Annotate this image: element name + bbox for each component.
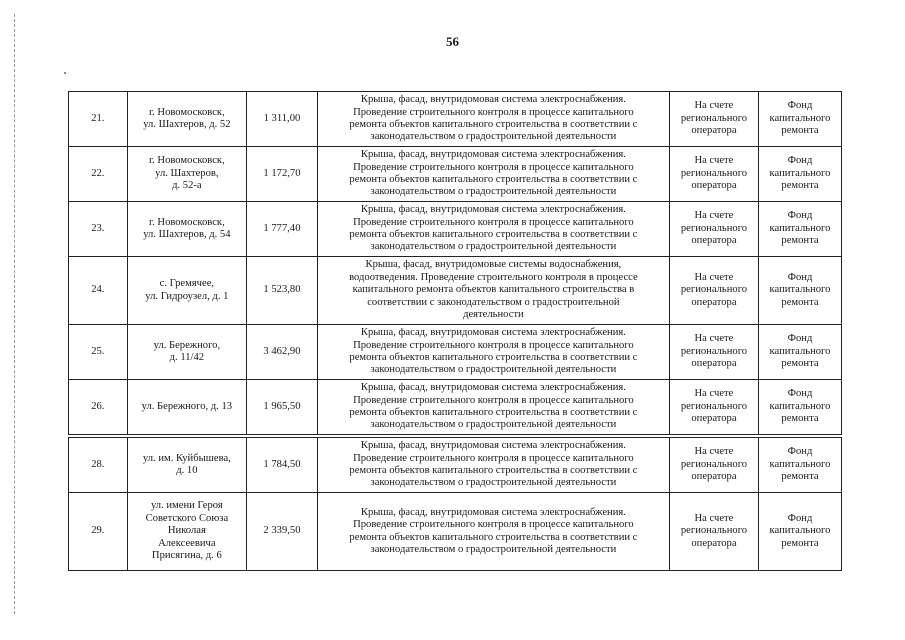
- works-description-cell-line: законодательством о градостроительной деятельности: [370, 186, 617, 198]
- account-type-cell-line: На счете: [694, 100, 734, 112]
- works-description-cell-line: законодательством о градостроительной деятельности: [370, 364, 617, 376]
- works-description-cell-line: Проведение строительного контроля в процессе капитального: [353, 161, 634, 173]
- works-description-cell-line: Проведение строительного контроля в процессе капитального: [353, 106, 634, 118]
- area-cell: 2 339,50: [247, 493, 318, 571]
- funding-source-cell: [758, 202, 841, 257]
- row-number-cell: 29.: [69, 493, 128, 571]
- works-description-cell-line: Крыша, фасад, внутридомовая система электроснабжения.: [360, 94, 626, 106]
- account-type-cell-line: оператора: [691, 180, 737, 192]
- account-type-cell-line: На счете: [694, 512, 734, 524]
- works-description-cell: [317, 92, 669, 147]
- address-cell-line: ул. имени Героя: [150, 500, 223, 512]
- funding-source-cell-line: Фонд: [787, 446, 813, 458]
- account-type-cell-line: На счете: [694, 388, 734, 400]
- table-row: [69, 147, 842, 202]
- funding-source-cell: [758, 493, 841, 571]
- account-type-cell-line: На счете: [694, 446, 734, 458]
- account-type-cell-line: На счете: [694, 210, 734, 222]
- funding-source-cell-line: Фонд: [787, 271, 813, 283]
- works-description-cell-line: Крыша, фасад, внутридомовая система электроснабжения.: [360, 149, 626, 161]
- works-description-cell: [317, 147, 669, 202]
- works-description-cell-line: ремонта объектов капитального строительства в соответствии с: [349, 465, 638, 476]
- row-number-cell: 23.: [69, 202, 128, 257]
- row-number-cell: 26.: [69, 380, 128, 435]
- funding-source-cell: [758, 92, 841, 147]
- works-description-cell-line: Крыша, фасад, внутридомовая система электроснабжения.: [360, 506, 626, 518]
- account-type-cell-line: регионального: [680, 112, 748, 124]
- account-type-cell-line: оператора: [691, 125, 737, 137]
- address-cell: [127, 202, 246, 257]
- page-number: 56: [446, 34, 459, 49]
- account-type-cell-line: регионального: [680, 167, 748, 179]
- works-description-cell-line: Крыша, фасад, внутридомовая система электроснабжения.: [360, 327, 626, 339]
- area-cell: 1 311,00: [247, 92, 318, 147]
- table-row: [69, 380, 842, 435]
- account-type-cell: [669, 147, 758, 202]
- table-row: [69, 257, 842, 325]
- address-cell-line: с. Гремячее,: [159, 278, 215, 290]
- scan-edge-mark: [14, 14, 15, 614]
- area-cell: 1 777,40: [247, 202, 318, 257]
- works-description-cell: [317, 257, 669, 325]
- funding-source-cell-line: ремонта: [781, 413, 819, 425]
- funding-source-cell: [758, 380, 841, 435]
- works-description-cell-line: Проведение строительного контроля в процессе капитального: [353, 519, 634, 531]
- funding-source-cell-line: Фонд: [787, 333, 813, 345]
- account-type-cell-line: оператора: [691, 235, 737, 247]
- account-type-cell-line: оператора: [691, 413, 737, 425]
- funding-source-cell: [758, 147, 841, 202]
- table-row: [69, 202, 842, 257]
- works-description-cell-line: ремонта объектов капитального строительства в соответствии с: [349, 229, 638, 240]
- works-description-cell: [317, 325, 669, 380]
- address-cell-line: г. Новомосковск,: [148, 216, 225, 228]
- funding-source-cell-line: ремонта: [781, 125, 819, 137]
- address-cell: [127, 92, 246, 147]
- address-cell-line: д. 10: [176, 465, 198, 476]
- row-number-cell: 21.: [69, 92, 128, 147]
- funding-source-cell-line: ремонта: [781, 537, 819, 549]
- funding-source-cell-line: Фонд: [787, 155, 813, 167]
- address-cell-line: д. 52-а: [172, 180, 202, 192]
- works-description-cell-line: Проведение строительного контроля в процессе капитального: [353, 216, 634, 228]
- address-cell-line: ул. им. Куйбышева,: [142, 452, 231, 464]
- address-cell-line: Алексеевича: [158, 537, 216, 549]
- works-description-cell-line: соответствии с законодательством о градостроительной: [367, 296, 620, 308]
- address-cell: [127, 325, 246, 380]
- works-description-cell-line: ремонта объектов капитального строительства в соответствии с: [349, 531, 638, 543]
- address-cell-line: Присягина, д. 6: [151, 550, 222, 562]
- funding-source-cell-line: ремонта: [781, 471, 819, 483]
- works-description-cell-line: законодательством о градостроительной деятельности: [370, 419, 617, 431]
- works-description-cell: [317, 493, 669, 571]
- address-cell-line: ул. Шахтеров, д. 52: [143, 119, 231, 130]
- works-description-cell-line: ремонта объектов капитального строительства в соответствии с: [349, 174, 638, 185]
- funding-source-cell: [758, 257, 841, 325]
- account-type-cell-line: оператора: [691, 358, 737, 370]
- table-row: [69, 493, 842, 571]
- address-cell-line: г. Новомосковск,: [148, 155, 225, 167]
- account-type-cell: [669, 325, 758, 380]
- funding-source-cell-line: ремонта: [781, 358, 819, 370]
- account-type-cell-line: На счете: [694, 333, 734, 345]
- address-cell: [127, 438, 246, 493]
- account-type-cell: [669, 202, 758, 257]
- funding-source-cell-line: капитального: [769, 167, 831, 179]
- address-cell-line: г. Новомосковск,: [148, 106, 225, 118]
- works-description-cell-line: ремонта объектов капитального строительства в соответствии с: [349, 407, 638, 418]
- works-description-cell-line: водоотведения. Проведение строительного контроля в процессе: [349, 271, 638, 283]
- works-description-cell-line: ремонта объектов капитального строительства в соответствии с: [349, 352, 638, 363]
- account-type-cell: [669, 257, 758, 325]
- works-description-cell-line: Проведение строительного контроля в процессе капитального: [353, 394, 634, 406]
- funding-source-cell-line: капитального: [769, 112, 831, 124]
- area-cell: 1 172,70: [247, 147, 318, 202]
- works-description-cell: [317, 438, 669, 493]
- funding-source-cell-line: Фонд: [787, 100, 813, 112]
- address-cell-line: ул. Бережного, д. 13: [141, 400, 233, 412]
- funding-source-cell-line: ремонта: [781, 235, 819, 247]
- table-body: [69, 92, 842, 571]
- account-type-cell-line: регионального: [680, 284, 748, 296]
- works-description-cell-line: Крыша, фасад, внутридомовая система электроснабжения.: [360, 440, 626, 452]
- funding-source-cell-line: капитального: [769, 345, 831, 357]
- funding-source-cell: [758, 325, 841, 380]
- area-cell: 1 965,50: [247, 380, 318, 435]
- address-cell: [127, 257, 246, 325]
- works-description-cell-line: законодательством о градостроительной деятельности: [370, 477, 617, 489]
- address-cell-line: Советского Союза: [145, 512, 229, 524]
- row-number-cell: 22.: [69, 147, 128, 202]
- works-description-cell-line: ремонта объектов капитального строительства в соответствии с: [349, 119, 638, 130]
- works-description-cell-line: Крыша, фасад, внутридомовая система электроснабжения.: [360, 204, 626, 216]
- address-cell: [127, 147, 246, 202]
- address-cell: [127, 493, 246, 571]
- account-type-cell-line: оператора: [691, 537, 737, 549]
- account-type-cell-line: оператора: [691, 296, 737, 308]
- capital-repair-table: [68, 91, 842, 571]
- works-description-cell-line: законодательством о градостроительной деятельности: [370, 543, 617, 555]
- scan-speck: [64, 72, 66, 74]
- account-type-cell-line: регионального: [680, 458, 748, 470]
- funding-source-cell-line: капитального: [769, 458, 831, 470]
- account-type-cell: [669, 380, 758, 435]
- area-cell: 3 462,90: [247, 325, 318, 380]
- works-description-cell-line: Крыша, фасад, внутридомовая система электроснабжения.: [360, 382, 626, 394]
- row-number-cell: 25.: [69, 325, 128, 380]
- works-description-cell: [317, 380, 669, 435]
- funding-source-cell-line: капитального: [769, 400, 831, 412]
- address-cell-line: ул. Бережного,: [153, 339, 221, 351]
- works-description-cell-line: Крыша, фасад, внутридомовые системы водоснабжения,: [365, 259, 622, 271]
- funding-source-cell-line: Фонд: [787, 512, 813, 524]
- account-type-cell-line: регионального: [680, 400, 748, 412]
- funding-source-cell-line: капитального: [769, 284, 831, 296]
- works-description-cell-line: законодательством о градостроительной деятельности: [370, 241, 617, 253]
- account-type-cell: [669, 493, 758, 571]
- area-cell: 1 523,80: [247, 257, 318, 325]
- address-cell: [127, 380, 246, 435]
- funding-source-cell-line: Фонд: [787, 210, 813, 222]
- works-description-cell-line: деятельности: [463, 309, 524, 321]
- table-row: [69, 325, 842, 380]
- works-description-cell-line: Проведение строительного контроля в процессе капитального: [353, 339, 634, 351]
- address-cell-line: д. 11/42: [169, 352, 205, 363]
- table-row: [69, 92, 842, 147]
- funding-source-cell-line: ремонта: [781, 180, 819, 192]
- row-number-cell: 28.: [69, 438, 128, 493]
- works-description-cell-line: Проведение строительного контроля в процессе капитального: [353, 452, 634, 464]
- account-type-cell-line: регионального: [680, 222, 748, 234]
- funding-source-cell-line: Фонд: [787, 388, 813, 400]
- account-type-cell: [669, 438, 758, 493]
- funding-source-cell: [758, 438, 841, 493]
- account-type-cell-line: На счете: [694, 155, 734, 167]
- works-description-cell: [317, 202, 669, 257]
- funding-source-cell-line: капитального: [769, 525, 831, 537]
- works-description-cell-line: законодательством о градостроительной деятельности: [370, 131, 617, 143]
- works-description-cell-line: капитального ремонта объектов капитального строительства в: [352, 284, 635, 296]
- address-cell-line: ул. Шахтеров,: [155, 167, 219, 179]
- address-cell-line: ул. Шахтеров, д. 54: [143, 229, 231, 240]
- area-cell: 1 784,50: [247, 438, 318, 493]
- funding-source-cell-line: ремонта: [781, 296, 819, 308]
- account-type-cell-line: регионального: [680, 525, 748, 537]
- funding-source-cell-line: капитального: [769, 222, 831, 234]
- account-type-cell: [669, 92, 758, 147]
- account-type-cell-line: На счете: [694, 271, 734, 283]
- row-number-cell: 24.: [69, 257, 128, 325]
- account-type-cell-line: оператора: [691, 471, 737, 483]
- table-row: [69, 438, 842, 493]
- account-type-cell-line: регионального: [680, 345, 748, 357]
- address-cell-line: ул. Гидроузел, д. 1: [145, 290, 229, 302]
- address-cell-line: Николая: [167, 525, 206, 537]
